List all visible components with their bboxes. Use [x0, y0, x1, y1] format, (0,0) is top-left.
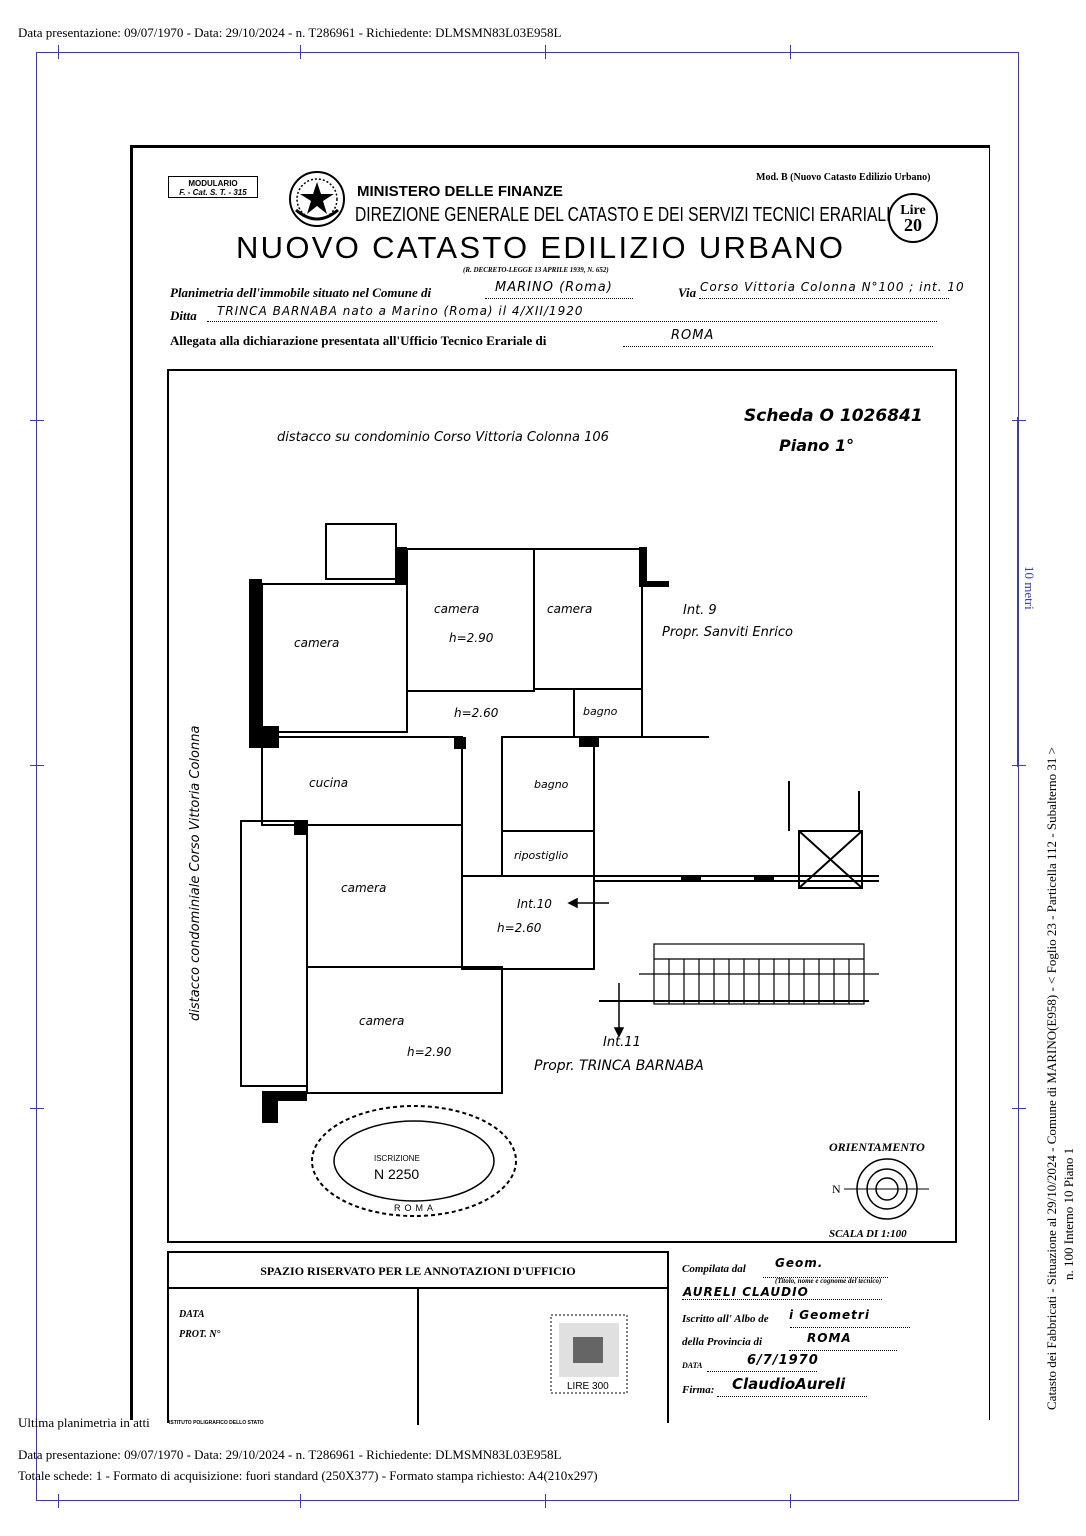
orientation-label: ORIENTAMENTO: [829, 1140, 925, 1154]
compilata-label: Compilata dal: [682, 1263, 746, 1275]
state-emblem-icon: [288, 170, 346, 228]
frame-tick: [790, 1494, 791, 1508]
frame-tick: [30, 1108, 44, 1109]
room-bagno-2: bagno: [534, 778, 569, 791]
annotations-divider: [417, 1289, 419, 1425]
frame-tick: [300, 45, 301, 59]
frame-tick: [58, 1494, 59, 1508]
wall-cucina: [262, 737, 462, 825]
planimetria-label: Planimetria dell'immobile situato nel Comune di: [170, 285, 432, 300]
annotations-box: [167, 1251, 669, 1423]
data-label: DATA: [179, 1309, 205, 1320]
distacco-left: distacco condominiale Corso Vittoria Colonna: [188, 725, 203, 1021]
modulario-title: MODULARIO: [188, 179, 238, 188]
scheda-number: Scheda O 1026841: [744, 406, 923, 426]
room-camera-4: camera: [341, 881, 387, 895]
north-label: N: [832, 1182, 841, 1196]
ministry-title: MINISTERO DELLE FINANZE: [357, 183, 563, 200]
frame-tick: [30, 765, 44, 766]
compilata-name: AURELI CLAUDIO: [683, 1285, 809, 1299]
room-bagno-1: bagno: [583, 705, 618, 718]
entrance-arrows: [569, 899, 623, 1036]
compilata-note: (Titolo, nome e cognome del tecnico): [775, 1277, 882, 1285]
room-cucina: cucina: [309, 776, 349, 790]
frame-tick: [1012, 1108, 1026, 1109]
seal-city: ROMA: [394, 1203, 437, 1213]
compilata-title: Geom.: [775, 1256, 824, 1270]
header-line: Data presentazione: 09/07/1970 - Data: 29/10/2024 - n. T286961 - Richiedente: DLMSMN83L03E958L: [18, 25, 562, 40]
prot-label: PROT. N°: [179, 1329, 221, 1340]
compass-icon: [844, 1159, 929, 1219]
modulario-box: [168, 176, 258, 198]
form-model-label: Mod. B (Nuovo Catasto Edilizio Urbano): [756, 172, 931, 183]
room-ripostiglio: ripostiglio: [514, 849, 569, 862]
int9-label: Int. 9: [683, 603, 717, 618]
frame-tick: [58, 45, 59, 59]
provincia-label: della Provincia di: [682, 1336, 763, 1348]
room-camera-2: camera: [434, 602, 480, 616]
room-camera-2-height: h=2.90: [449, 631, 494, 645]
footer-line-1: Data presentazione: 09/07/1970 - Data: 29/10/2024 - n. T286961 - Richiedente: DLMSMN83L03E958L: [18, 1447, 562, 1462]
lire-stamp: [888, 193, 938, 243]
signature: ClaudioAureli: [732, 1375, 846, 1393]
corridor-height: h=2.60: [497, 921, 542, 935]
propr-trinca: Propr. TRINCA BARNABA: [534, 1058, 704, 1074]
frame-tick: [545, 45, 546, 59]
staircase: [639, 944, 879, 1004]
piano-label: Piano 1°: [779, 436, 855, 455]
floor-plan-drawing: [169, 371, 959, 1245]
data-compilazione-value: 6/7/1970: [747, 1353, 819, 1368]
printer-label: ISTITUTO POLIGRAFICO DELLO STATO: [169, 1420, 264, 1426]
last-plan-label: Ultima planimetria in atti: [18, 1415, 150, 1430]
wall-camera-1: [262, 584, 407, 732]
wall-terrace: [326, 524, 396, 579]
room-camera-3: camera: [547, 602, 593, 616]
data-compilazione-label: DATA: [682, 1361, 703, 1370]
decree-reference: (R. DECRETO-LEGGE 13 APRILE 1939, N. 652): [463, 266, 609, 274]
ditta-value: TRINCA BARNABA nato a Marino (Roma) il 4/XII/1920: [217, 304, 584, 318]
scale-ratio: SCALA DI 1:100: [829, 1228, 907, 1240]
seal-iscrizione: ISCRIZIONE: [374, 1154, 420, 1163]
side-caption: [1043, 747, 1077, 1410]
seal-number: N 2250: [374, 1166, 420, 1182]
hall-height: h=2.60: [454, 706, 499, 720]
lire-label: Lire: [900, 203, 926, 218]
wall-camera-3: [534, 549, 642, 689]
room-camera-5-height: h=2.90: [407, 1045, 452, 1059]
iscritto-label: Iscritto all' Albo de: [682, 1313, 769, 1325]
wall-balcony: [241, 821, 307, 1086]
room-camera-5: camera: [359, 1014, 405, 1028]
scale-bar-label: 10 metri: [1022, 566, 1037, 610]
frame-tick: [1012, 420, 1026, 421]
annotations-title: SPAZIO RISERVATO PER LE ANNOTAZIONI D'UFFICIO: [169, 1253, 667, 1289]
allegata-label: Allegata alla dichiarazione presentata all'Ufficio Tecnico Erariale di: [170, 333, 547, 348]
distacco-top: distacco su condominio Corso Vittoria Colonna 106: [277, 430, 609, 445]
wall-camera-4: [307, 825, 462, 967]
wall-camera-5: [307, 967, 502, 1093]
stamp-value: LIRE 300: [567, 1381, 609, 1392]
frame-tick: [1012, 765, 1026, 766]
footer-line-2: Totale schede: 1 - Formato di acquisizione: fuori standard (250X377) - Formato stampa richiesto: A4(210x297): [18, 1468, 598, 1483]
cadastre-title: NUOVO CATASTO EDILIZIO URBANO: [236, 230, 846, 265]
scale-bar: [1017, 417, 1018, 767]
frame-tick: [545, 1494, 546, 1508]
albo-value: i Geometri: [789, 1308, 870, 1322]
room-camera-1: camera: [294, 636, 340, 650]
ditta-label: Ditta: [170, 308, 197, 323]
side-caption-line-1: Catasto dei Fabbricati - Situazione al 29/10/2024 - Comune di MARINO(E958) - < Foglio 23 - Particella 112 - Subalterno 31 >: [1044, 747, 1059, 1410]
scanned-document: [130, 145, 990, 1426]
frame-tick: [790, 45, 791, 59]
propr-sanviti: Propr. Sanviti Enrico: [662, 625, 793, 640]
int11-label: Int.11: [603, 1035, 641, 1050]
revenue-stamp-icon: [549, 1311, 629, 1395]
provincia-value: ROMA: [807, 1331, 852, 1345]
professional-seal: [312, 1106, 516, 1216]
firma-label: Firma:: [682, 1384, 715, 1396]
modulario-code: F. - Cat. S. T. - 315: [179, 188, 247, 197]
wall-camera-2: [407, 549, 534, 691]
frame-tick: [30, 420, 44, 421]
floor-plan: [167, 369, 957, 1243]
direction-title: DIREZIONE GENERALE DEL CATASTO E DEI SERVIZI TECNICI ERARIALI: [355, 204, 891, 226]
via-label: Via: [678, 285, 697, 300]
int10-label: Int.10: [517, 897, 552, 911]
side-caption-line-2: n. 100 Interno 10 Piano 1: [1061, 1147, 1076, 1280]
ufficio-value: ROMA: [671, 328, 715, 343]
lire-value: 20: [904, 215, 922, 235]
via-value: Corso Vittoria Colonna N°100 ; int. 10: [700, 280, 965, 294]
office-section: [167, 1251, 957, 1423]
comune-value: MARINO (Roma): [495, 280, 613, 295]
frame-tick: [300, 1494, 301, 1508]
